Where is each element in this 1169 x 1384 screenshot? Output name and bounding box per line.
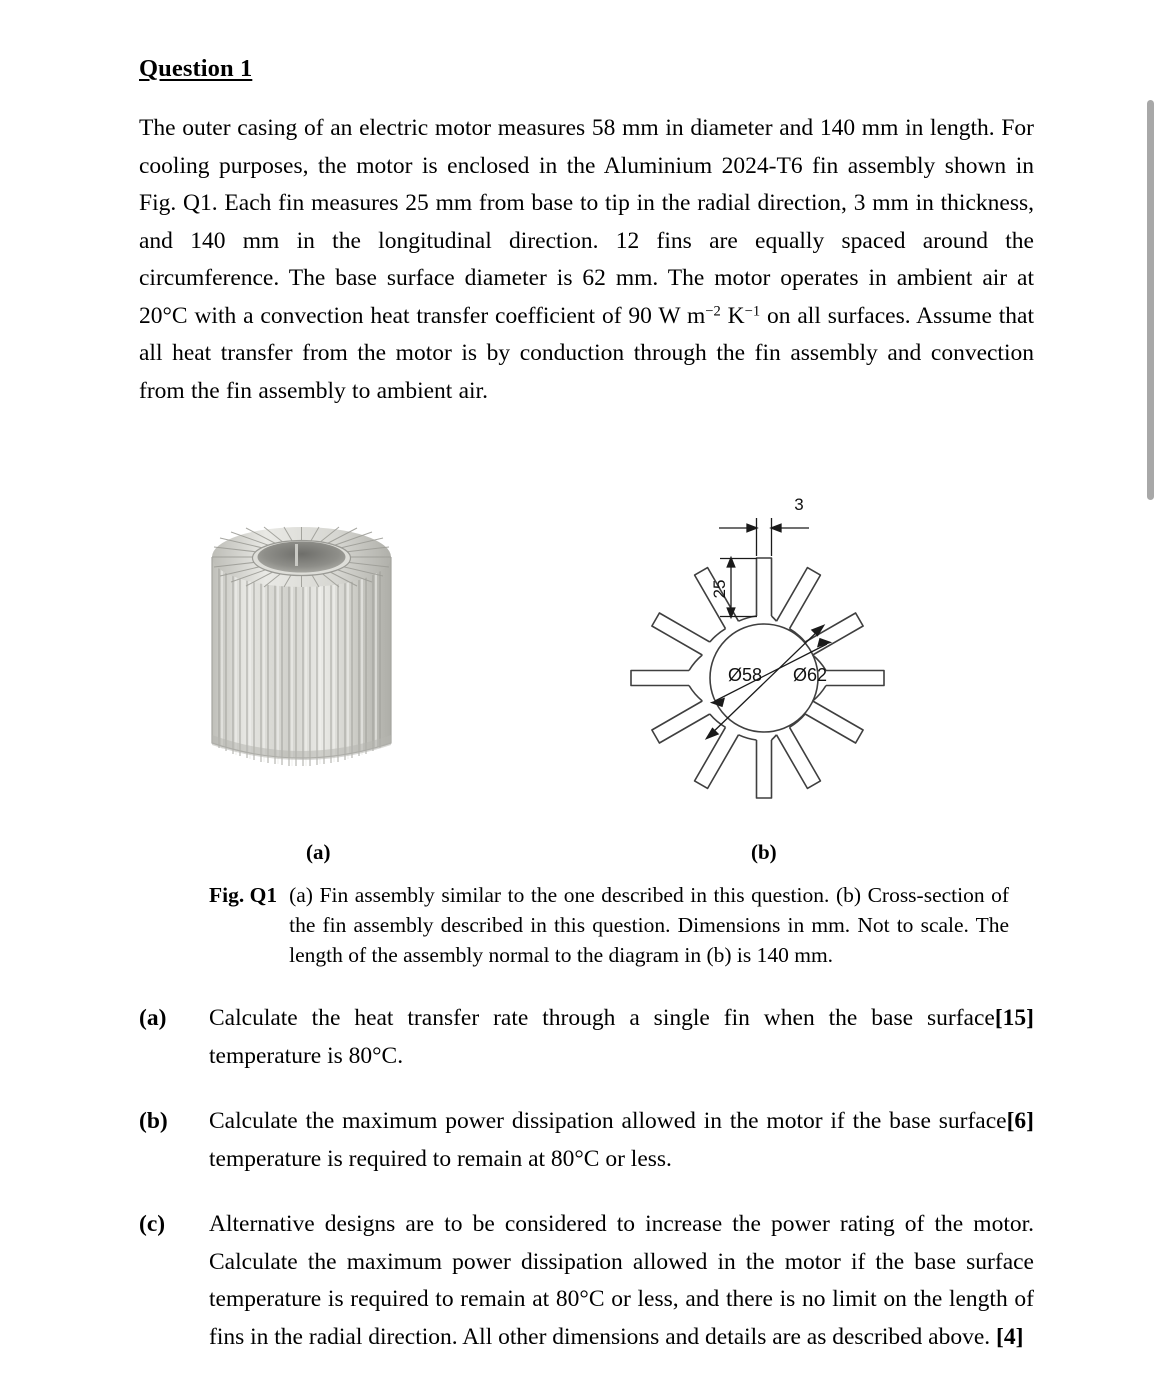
part-c-text: Alternative designs are to be considered to increase the power rating of the motor. Calculate the maximum power dissipation allowed in the motor if the base surface temperature is required to remain at 80°C or less, and there is no limit on the length of fins in the radial direction. All other dimensions and details are as described above.: [209, 1211, 1034, 1350]
part-b-body: [209, 1103, 1034, 1178]
part-c-body: [209, 1206, 1034, 1356]
fin-assembly-photo: [194, 505, 409, 795]
dim-label-bore-58: Ø58: [727, 665, 763, 685]
figure-caption: [139, 880, 1034, 970]
figure-sublabel-b: (b): [751, 840, 777, 864]
dim-label-25: 25: [710, 579, 729, 599]
scrollbar-thumb[interactable]: [1147, 100, 1154, 500]
part-a-text: Calculate the heat transfer rate through a single fin when the base surface temperature is 80°C.: [209, 1005, 995, 1069]
question-part-c: [139, 1206, 1034, 1356]
figure-sublabels: [139, 840, 1039, 874]
fin-cross-section-drawing: [559, 446, 979, 846]
part-a-label: (a): [139, 1005, 167, 1031]
part-c-label: (c): [139, 1211, 166, 1237]
dim-label-base-62: Ø62: [792, 665, 828, 685]
question-parts: [139, 1000, 1039, 1356]
page-title: Question 1: [139, 55, 253, 82]
question-body-paragraph: [139, 83, 1034, 410]
body-segment-2: K: [720, 302, 745, 329]
superscript-minus-two: −2: [705, 302, 721, 319]
part-b-label: (b): [139, 1108, 168, 1134]
dim-label-3: 3: [794, 495, 804, 514]
part-c-marks: [4]: [996, 1323, 1024, 1350]
question-part-a: [139, 1000, 1034, 1075]
figure-caption-tag: Fig. Q1: [209, 883, 278, 907]
part-b-marks: [6]: [1006, 1108, 1034, 1134]
figure-caption-text: (a) Fin assembly similar to the one described in this question. (b) Cross-section of the fin assembly described in this question. Dimensions in mm. Not to scale. The length of the assembly normal to the diagram in (b) is 140 mm.: [289, 883, 1010, 967]
part-a-body: [209, 1000, 1034, 1075]
body-segment-1: The outer casing of an electric motor measures 58 mm in diameter and 140 mm in length. For cooling purposes, the motor is enclosed in the Aluminium 2024-T6 fin assembly shown in Fig. Q1. Each fin measures 25 mm from base to tip in the radial direction, 3 mm in thickness, and 140 mm in the longitudinal direction. 12 fins are equally spaced around the circumference. The base surface diameter is 62 mm. The motor operates in ambient air at 20°C with a convection heat transfer coefficient of 90 W m: [139, 115, 1034, 329]
heat-sink-illustration: [194, 505, 409, 795]
part-b-text: Calculate the maximum power dissipation allowed in the motor if the base surface temperature is required to remain at 80°C or less.: [209, 1108, 1007, 1172]
figure-sublabel-a: (a): [306, 840, 331, 864]
document-content: [139, 0, 1039, 1384]
cross-section-svg: [559, 446, 979, 846]
dim-fin-thickness-3: [719, 518, 809, 556]
question-part-b: [139, 1103, 1034, 1178]
superscript-minus-one: −1: [744, 302, 761, 319]
part-a-marks: [15]: [994, 1005, 1034, 1031]
figure-q1: [139, 438, 1039, 838]
body-segment-3: on all surfaces. Assume that all heat transfer from the motor is by conduction through the fin assembly and convection from the fin assembly to ambient air.: [139, 302, 1035, 404]
